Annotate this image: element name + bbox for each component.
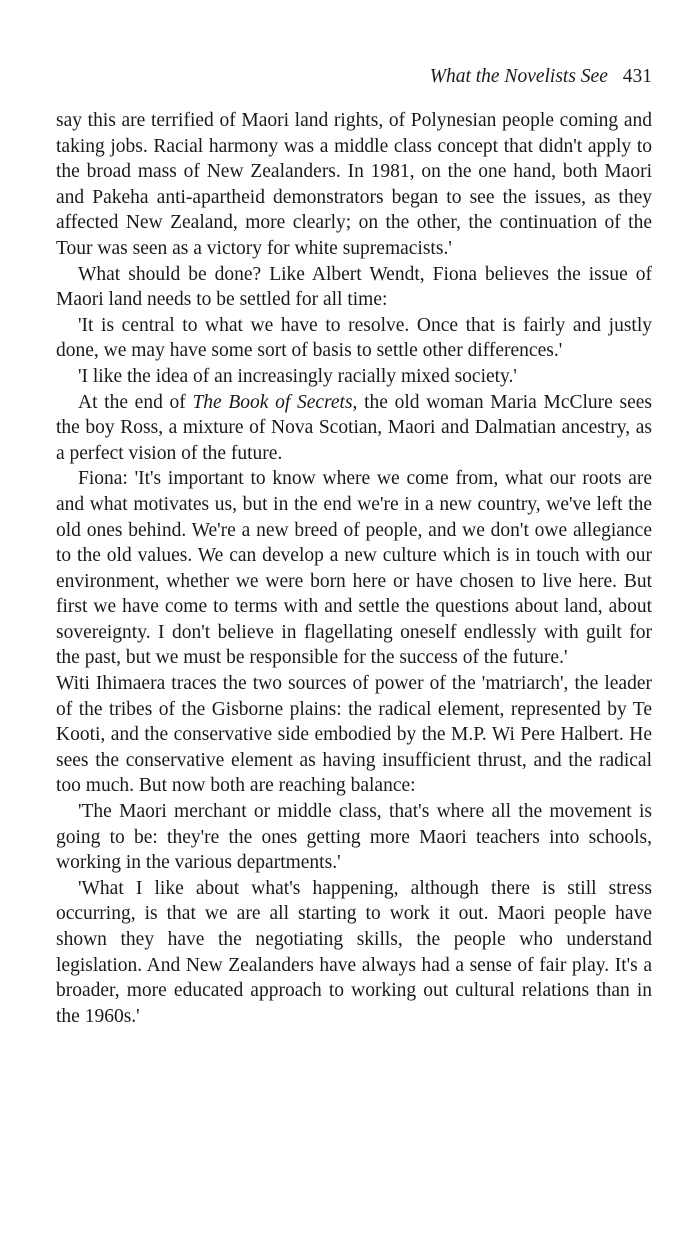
paragraph: Fiona: 'It's important to know where we come from, what our roots are and what motivates us, but in the end we're in a new country, we've left the old ones behind. We're a new breed of people, and we don't owe allegiance to the old values. We can develop a new culture which is in touch with our environment, whether we were born here or have chosen to live here. But first we have come to terms with and settle the questions about land, about sovereignty. I don't believe in flagellating oneself endlessly with guilt for the past, but we must be responsible for the success of the future.' — [56, 468, 652, 669]
paragraph — [56, 390, 652, 467]
body-text — [56, 108, 652, 1029]
paragraph-text: At the end of — [78, 391, 193, 413]
paragraph-text: , the old woman Maria McClure sees the boy Ross, a mixture of Nova Scotian, Maori and Dalmatian ancestry, as a perfect vision of the future. — [56, 391, 652, 464]
paragraph: 'The Maori merchant or middle class, that's where all the movement is going to be: they're the ones getting more Maori teachers into schools, working in the various departments.' — [56, 801, 652, 874]
running-head-title: What the Novelists See — [429, 66, 608, 87]
book-title: The Book of Secrets — [192, 391, 353, 413]
paragraph: What should be done? Like Albert Wendt, Fiona believes the issue of Maori land needs to be settled for all time: — [56, 263, 652, 311]
paragraph: 'It is central to what we have to resolve. Once that is fairly and justly done, we may have some sort of basis to settle other differences.' — [56, 314, 652, 362]
page-number: 431 — [622, 66, 652, 87]
paragraph: say this are terrified of Maori land rights, of Polynesian people coming and taking jobs. Racial harmony was a middle class concept that didn't apply to the broad mass of New Zealanders. In 1981, on the one hand, both Maori and Pakeha anti-apartheid demonstrators began to see the issues, as they affected New Zealand, more clearly; on the other, the continuation of the Tour was seen as a victory for white supremacists.' — [56, 110, 652, 259]
paragraph: 'I like the idea of an increasingly racially mixed society.' — [78, 365, 517, 387]
running-head — [430, 66, 652, 88]
paragraph: 'What I like about what's happening, although there is still stress occurring, is that we are all starting to work it out. Maori people have shown they have the negotiating skills, the people who understand legislation. And New Zealanders have always had a sense of fair play. It's a broader, more educated approach to working out cultural relations than in the 1960s.' — [56, 877, 652, 1027]
paragraph: Witi Ihimaera traces the two sources of power of the 'matriarch', the leader of the tribes of the Gisborne plains: the radical element, represented by Te Kooti, and the conservative side embodied by the M.P. Wi Pere Halbert. He sees the conservative element as having insufficient thrust, and the radical too much. But now both are reaching balance: — [56, 673, 652, 797]
